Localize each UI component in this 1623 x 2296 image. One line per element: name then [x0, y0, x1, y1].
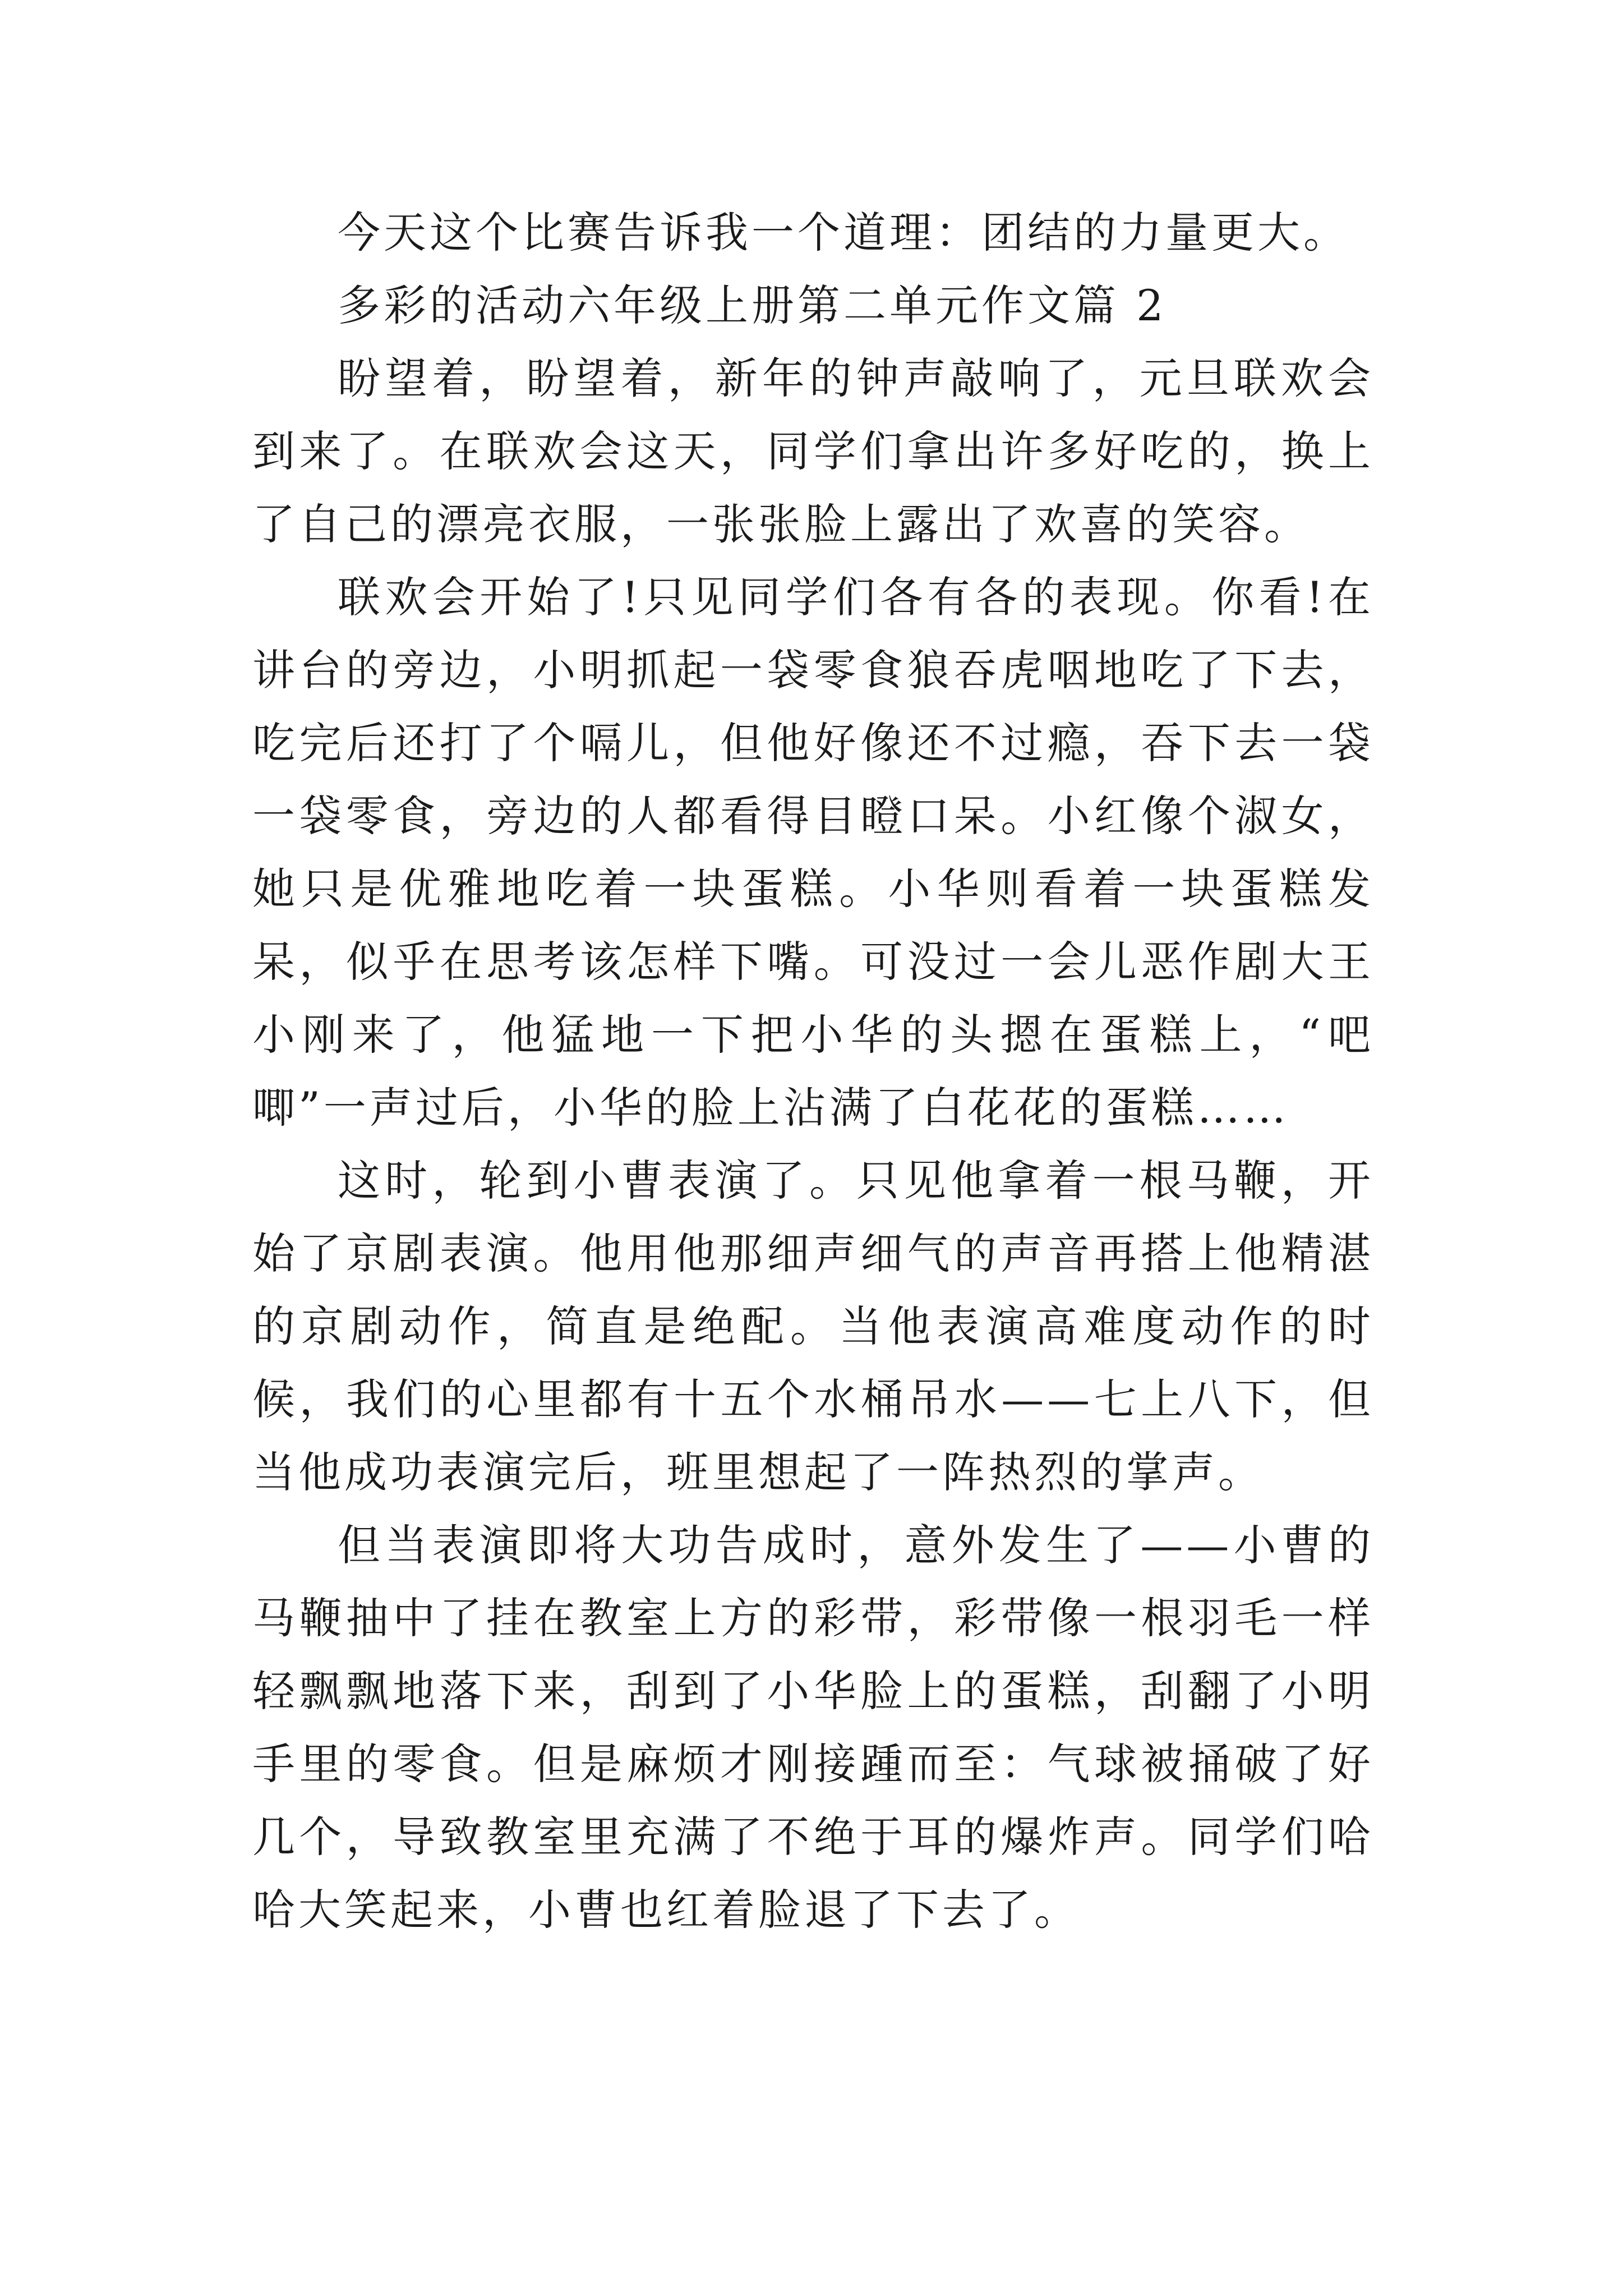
paragraph-performance: 这时，轮到小曹表演了。只见他拿着一根马鞭，开始了京剧表演。他用他那细声细气的声音再搭上他精湛的京剧动作，简直是绝配。当他表演高难度动作的时候，我们的心里都有十五个水桶吊水——七上八下，但当他成功表演完后，班里想起了一阵热烈的掌声。: [252, 1156, 1374, 1497]
paragraph-conclusion: 今天这个比赛告诉我一个道理：团结的力量更大。: [338, 208, 1349, 257]
paragraph-intro: 盼望着，盼望着，新年的钟声敲响了，元旦联欢会到来了。在联欢会这天，同学们拿出许多好吃的，换上了自己的漂亮衣服，一张张脸上露出了欢喜的笑容。: [252, 353, 1374, 549]
essay-heading: 多彩的活动六年级上册第二单元作文篇 2: [338, 280, 1167, 330]
paragraph-accident: 但当表演即将大功告成时，意外发生了——小曹的马鞭抽中了挂在教室上方的彩带，彩带像一根羽毛一样轻飘飘地落下来，刮到了小华脸上的蛋糕，刮翻了小明手里的零食。但是麻烦才刚接踵而至：气球被捅破了好几个，导致教室里充满了不绝于耳的爆炸声。同学们哈哈大笑起来，小曹也红着脸退了下去了。: [252, 1520, 1374, 1935]
paragraph-party-start: 联欢会开始了!只见同学们各有各的表现。你看!在讲台的旁边，小明抓起一袋零食狼吞虎咽地吃了下去，吃完后还打了个嗝儿，但他好像还不过瘾，吞下去一袋一袋零食，旁边的人都看得目瞪口呆。小红像个淑女，她只是优雅地吃着一块蛋糕。小华则看着一块蛋糕发呆，似乎在思考该怎样下嘴。可没过一会儿恶作剧大王小刚来了，他猛地一下把小华的头摁在蛋糕上，“吧唧”一声过后，小华的脸上沾满了白花花的蛋糕……: [252, 572, 1374, 1133]
document-body: [252, 196, 1374, 1947]
